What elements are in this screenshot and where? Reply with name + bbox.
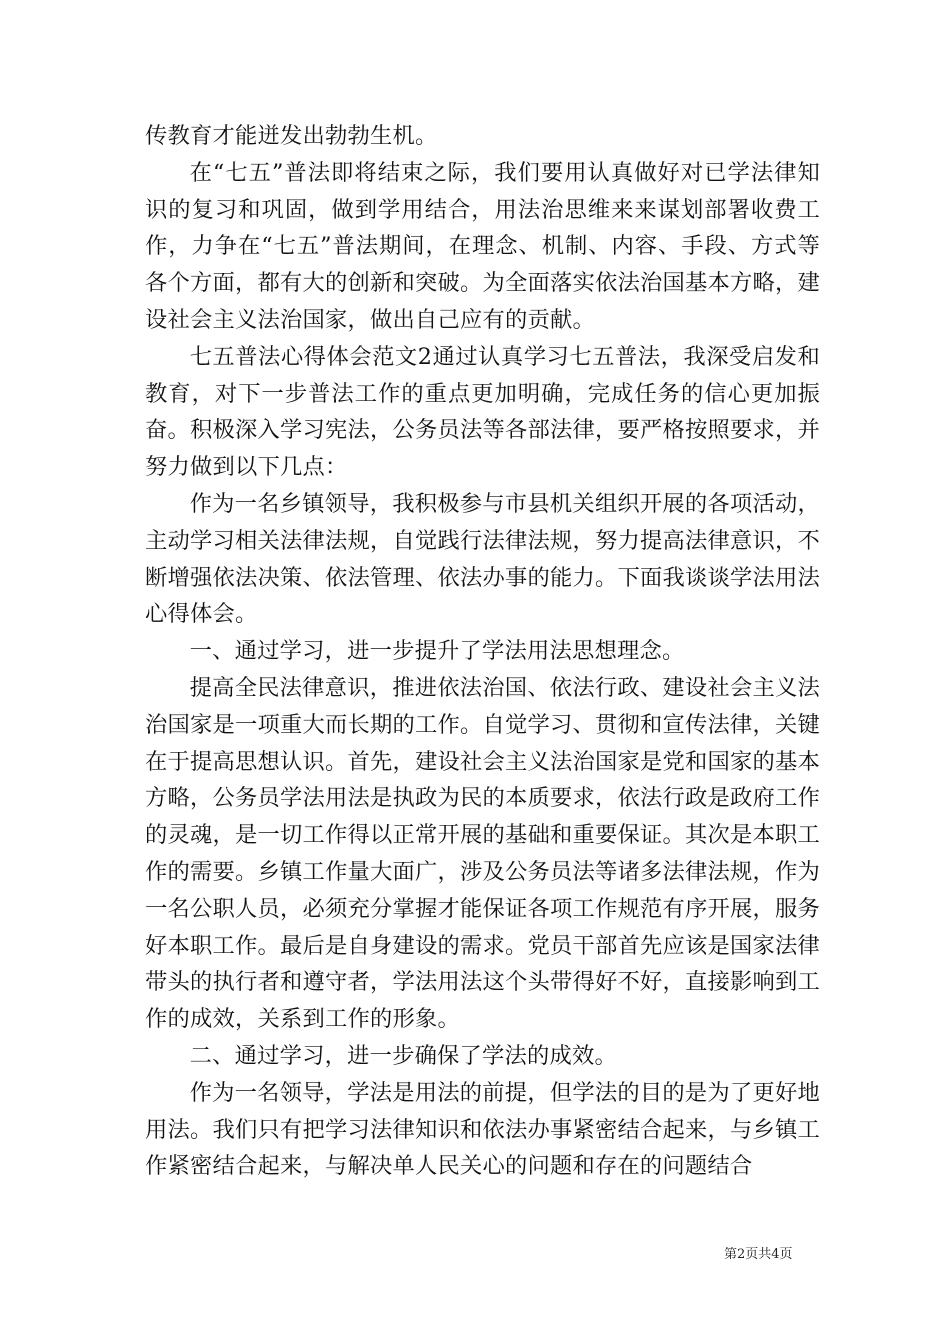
section-heading: 一、通过学习，进一步提升了学法用法思想理念。 xyxy=(189,638,685,665)
document-body xyxy=(145,118,820,1185)
paragraph: 七五普法心得体会范文2通过认真学习七五普法，我深受启发和教育，对下一步普法工作的重点更加明确，完成任务的信心更加振奋。积极深入学习宪法，公务员法等各部法律，要严格按照要求，并努力做到以下几点： xyxy=(145,343,820,481)
paragraph: 作为一名领导，学法是用法的前提，但学法的目的是为了更好地用法。我们只有把学习法律知识和依法办事紧密结合起来，与乡镇工作紧密结合起来，与解决单人民关心的问题和存在的问题结合 xyxy=(145,1079,820,1180)
paragraph: 作为一名乡镇领导，我积极参与市县机关组织开展的各项活动，主动学习相关法律法规，自觉践行法律法规，努力提高法律意识，不断增强依法决策、依法管理、依法办事的能力。下面我谈谈学法用法心得体会。 xyxy=(145,490,820,628)
paragraph: 在“七五”普法即将结束之际，我们要用认真做好对已学法律知识的复习和巩固，做到学用结合，用法治思维来来谋划部署收费工作，力争在“七五”普法期间，在理念、机制、内容、手段、方式等各个方面，都有大的创新和突破。为全面落实依法治国基本方略，建设社会主义法治国家，做出自己应有的贡献。 xyxy=(145,159,820,333)
page-number: 第2页共4页 xyxy=(724,1247,793,1262)
paragraph: 提高全民法律意识，推进依法治国、依法行政、建设社会主义法治国家是一项重大而长期的工作。自觉学习、贯彻和宣传法律，关键在于提高思想认识。首先，建设社会主义法治国家是党和国家的基本方略，公务员学法用法是执政为民的本质要求，依法行政是政府工作的灵魂，是一切工作得以正常开展的基础和重要保证。其次是本职工作的需要。乡镇工作量大面广，涉及公务员法等诸多法律法规，作为一名公职人员，必须充分掌握才能保证各项工作规范有序开展，服务好本职工作。最后是自身建设的需求。党员干部首先应该是国家法律带头的执行者和遵守者，学法用法这个头带得好不好，直接影响到工作的成效，关系到工作的形象。 xyxy=(145,674,820,1033)
section-heading: 二、通过学习，进一步确保了学法的成效。 xyxy=(189,1042,618,1069)
paragraph: 传教育才能迸发出勃勃生机。 xyxy=(145,123,438,149)
